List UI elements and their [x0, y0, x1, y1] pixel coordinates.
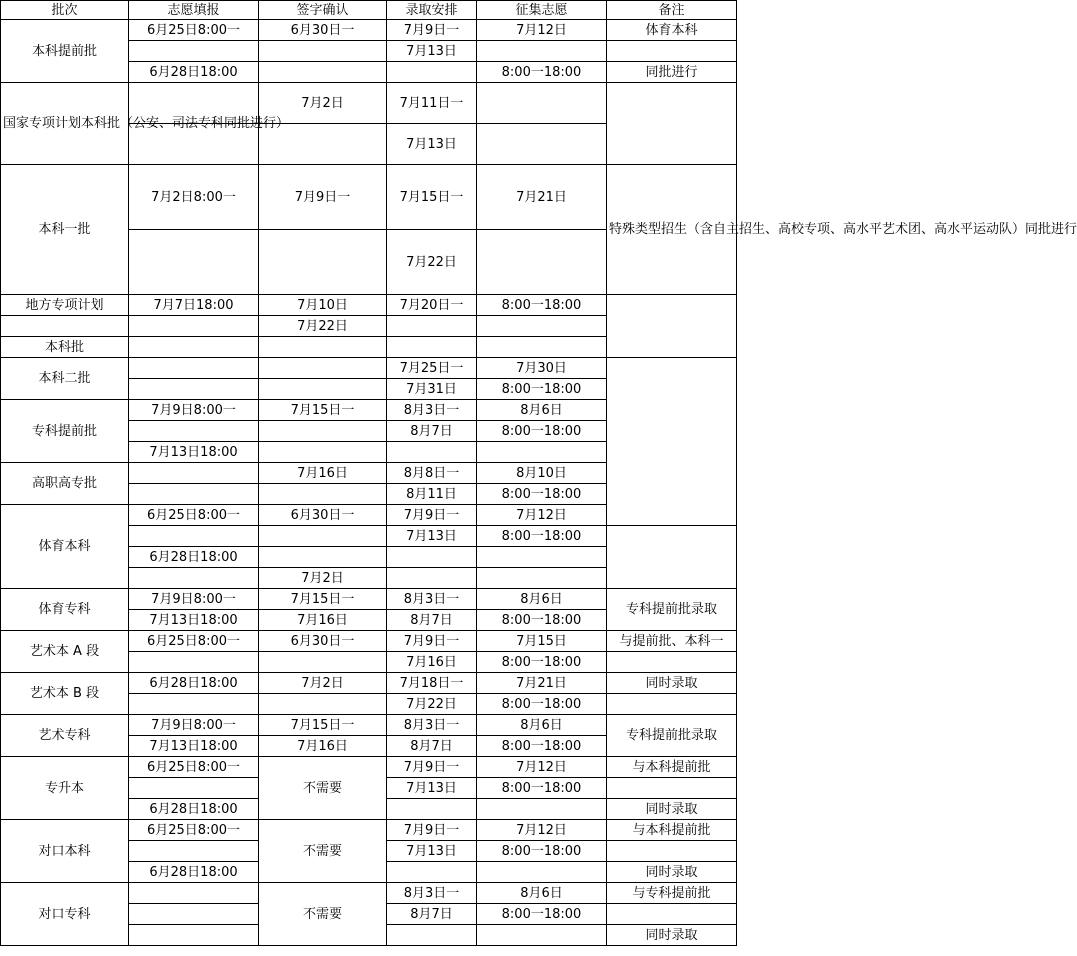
table-cell	[129, 379, 259, 400]
table-cell: 8:00一18:00	[477, 778, 607, 799]
table-cell: 7月2日	[259, 568, 387, 589]
table-cell: 8:00一18:00	[477, 736, 607, 757]
table-cell	[387, 442, 477, 463]
remarks-cell: 专科提前批录取	[607, 715, 737, 757]
remarks-cell: 同时录取	[607, 799, 737, 820]
table-cell: 7月13日18:00	[129, 610, 259, 631]
table-row	[1, 295, 737, 316]
table-cell: 8月6日	[477, 883, 607, 904]
table-cell: 7月12日	[477, 757, 607, 778]
table-row	[1, 165, 737, 230]
table-cell	[259, 526, 387, 547]
table-cell: 8:00一18:00	[477, 484, 607, 505]
table-cell	[387, 316, 477, 337]
table-row	[1, 631, 737, 652]
table-cell: 8:00一18:00	[477, 295, 607, 316]
table-cell	[259, 62, 387, 83]
table-cell: 7月13日18:00	[129, 736, 259, 757]
table-cell: 7月13日	[387, 841, 477, 862]
table-cell	[477, 862, 607, 883]
table-cell	[129, 463, 259, 484]
table-cell: 7月16日	[259, 463, 387, 484]
table-cell: 7月25日一	[387, 358, 477, 379]
table-cell: 7月13日	[387, 778, 477, 799]
table-row	[1, 883, 737, 904]
table-cell: 6月25日8:00一	[129, 631, 259, 652]
table-cell: 6月30日一	[259, 631, 387, 652]
table-cell: 7月2日	[259, 83, 387, 124]
table-cell	[259, 442, 387, 463]
table-cell: 体育本科	[607, 20, 737, 41]
table-cell	[477, 83, 607, 124]
table-cell: 8月7日	[387, 610, 477, 631]
remarks-cell: 与本科提前批	[607, 820, 737, 841]
remarks-cell: 同时录取	[607, 925, 737, 946]
table-cell: 8月10日	[477, 463, 607, 484]
table-cell: 8月3日一	[387, 883, 477, 904]
table-cell	[607, 694, 737, 715]
batch-label: 本科批	[1, 337, 129, 358]
batch-label: 本科提前批	[1, 20, 129, 83]
table-cell	[259, 379, 387, 400]
table-cell: 7月13日	[387, 41, 477, 62]
table-row	[1, 715, 737, 736]
table-cell	[129, 841, 259, 862]
table-cell: 7月16日	[259, 610, 387, 631]
batch-label: 对口本科	[1, 820, 129, 883]
table-cell: 8月3日一	[387, 400, 477, 421]
batch-label: 对口专科	[1, 883, 129, 946]
table-cell	[387, 862, 477, 883]
table-cell: 7月9日8:00一	[129, 400, 259, 421]
table-cell	[259, 41, 387, 62]
table-cell: 8月7日	[387, 421, 477, 442]
table-cell: 7月22日	[259, 316, 387, 337]
header-admission: 录取安排	[387, 1, 477, 20]
table-cell: 7月15日	[477, 631, 607, 652]
remarks-cell: 同时录取	[607, 673, 737, 694]
table-cell: 7月9日8:00一	[129, 589, 259, 610]
table-cell: 7月10日	[259, 295, 387, 316]
header-batch: 批次	[1, 1, 129, 20]
table-cell	[477, 568, 607, 589]
table-cell	[607, 295, 737, 358]
table-cell	[129, 421, 259, 442]
table-cell	[1, 316, 129, 337]
table-cell: 7月20日一	[387, 295, 477, 316]
table-cell	[129, 337, 259, 358]
table-cell: 6月28日18:00	[129, 862, 259, 883]
table-cell	[129, 358, 259, 379]
table-cell	[129, 41, 259, 62]
table-cell	[387, 62, 477, 83]
table-cell	[607, 904, 737, 925]
table-cell: 7月15日一	[387, 165, 477, 230]
table-cell	[477, 799, 607, 820]
table-cell: 6月25日8:00一	[129, 757, 259, 778]
remarks-special-admissions: 特殊类型招生（含自主招生、高校专项、高水平艺术团、高水平运动队）同批进行	[607, 165, 737, 295]
table-cell: 8月3日一	[387, 715, 477, 736]
table-cell: 6月30日一	[259, 20, 387, 41]
table-cell: 8:00一18:00	[477, 652, 607, 673]
table-cell	[607, 358, 737, 526]
header-row	[1, 1, 737, 20]
table-cell: 7月13日	[387, 526, 477, 547]
batch-label: 专科提前批	[1, 400, 129, 463]
header-application: 志愿填报	[129, 1, 259, 20]
table-cell: 7月13日18:00	[129, 442, 259, 463]
table-cell	[477, 124, 607, 165]
table-cell: 同批进行	[607, 62, 737, 83]
table-cell: 7月9日一	[387, 820, 477, 841]
batch-label: 本科一批	[1, 165, 129, 295]
table-cell: 8月6日	[477, 715, 607, 736]
table-cell: 7月12日	[477, 505, 607, 526]
table-cell: 6月28日18:00	[129, 62, 259, 83]
table-cell: 8:00一18:00	[477, 526, 607, 547]
table-cell	[129, 230, 259, 295]
table-cell: 8:00一18:00	[477, 694, 607, 715]
table-cell: 不需要	[259, 757, 387, 820]
table-row	[1, 673, 737, 694]
batch-label: 本科二批	[1, 358, 129, 400]
header-remarks: 备注	[607, 1, 737, 20]
table-cell: 7月2日8:00一	[129, 165, 259, 230]
table-cell	[259, 547, 387, 568]
table-cell	[129, 694, 259, 715]
table-cell: 8:00一18:00	[477, 610, 607, 631]
table-cell	[477, 230, 607, 295]
table-cell: 7月9日一	[387, 20, 477, 41]
table-row	[1, 589, 737, 610]
table-cell	[477, 337, 607, 358]
table-cell	[387, 925, 477, 946]
batch-label: 艺术专科	[1, 715, 129, 757]
table-cell: 7月16日	[259, 736, 387, 757]
table-cell: 7月7日18:00	[129, 295, 259, 316]
table-cell	[259, 230, 387, 295]
remarks-cell: 与专科提前批	[607, 883, 737, 904]
table-cell: 6月28日18:00	[129, 547, 259, 568]
table-cell	[259, 652, 387, 673]
batch-label: 艺术本 A 段	[1, 631, 129, 673]
table-cell: 8月8日一	[387, 463, 477, 484]
table-cell: 7月12日	[477, 20, 607, 41]
table-cell	[387, 547, 477, 568]
table-cell	[129, 925, 259, 946]
table-cell: 8月11日	[387, 484, 477, 505]
table-cell: 8:00一18:00	[477, 904, 607, 925]
batch-label: 地方专项计划	[1, 295, 129, 316]
table-cell	[129, 652, 259, 673]
table-row	[1, 83, 737, 124]
table-cell: 6月28日18:00	[129, 673, 259, 694]
table-cell	[129, 316, 259, 337]
table-cell	[607, 41, 737, 62]
table-cell: 6月25日8:00一	[129, 20, 259, 41]
batch-label: 体育专科	[1, 589, 129, 631]
header-signature: 签字确认	[259, 1, 387, 20]
table-cell: 7月21日	[477, 673, 607, 694]
table-cell: 6月30日一	[259, 505, 387, 526]
table-cell: 7月2日	[259, 673, 387, 694]
table-cell	[607, 778, 737, 799]
table-cell: 8:00一18:00	[477, 841, 607, 862]
table-cell	[387, 337, 477, 358]
table-cell: 7月9日一	[387, 505, 477, 526]
table-cell	[129, 904, 259, 925]
table-cell: 6月25日8:00一	[129, 820, 259, 841]
table-cell	[607, 652, 737, 673]
table-cell: 8月7日	[387, 904, 477, 925]
batch-label: 高职高专批	[1, 463, 129, 505]
table-cell: 7月9日一	[387, 631, 477, 652]
table-cell: 7月16日	[387, 652, 477, 673]
table-cell: 7月21日	[477, 165, 607, 230]
table-row	[1, 757, 737, 778]
batch-label: 艺术本 B 段	[1, 673, 129, 715]
remarks-cell: 专科提前批录取	[607, 589, 737, 631]
table-cell: 7月31日	[387, 379, 477, 400]
table-cell	[387, 799, 477, 820]
table-cell	[129, 526, 259, 547]
table-cell: 8:00一18:00	[477, 421, 607, 442]
table-cell: 7月9日8:00一	[129, 715, 259, 736]
table-row	[1, 20, 737, 41]
table-cell: 8:00一18:00	[477, 62, 607, 83]
table-cell: 8:00一18:00	[477, 379, 607, 400]
table-cell	[477, 316, 607, 337]
table-cell	[477, 442, 607, 463]
table-cell: 8月3日一	[387, 589, 477, 610]
table-cell: 8月7日	[387, 736, 477, 757]
table-cell: 7月22日	[387, 694, 477, 715]
table-cell	[259, 484, 387, 505]
table-cell: 6月25日8:00一	[129, 505, 259, 526]
table-cell	[259, 358, 387, 379]
table-cell	[129, 568, 259, 589]
table-cell	[607, 83, 737, 165]
table-cell: 不需要	[259, 883, 387, 946]
table-cell	[129, 778, 259, 799]
table-cell	[477, 41, 607, 62]
table-cell: 8月6日	[477, 589, 607, 610]
table-cell: 8月6日	[477, 400, 607, 421]
table-cell	[477, 925, 607, 946]
table-cell	[259, 337, 387, 358]
remarks-cell: 同时录取	[607, 862, 737, 883]
table-cell: 7月18日一	[387, 673, 477, 694]
table-row	[1, 820, 737, 841]
table-cell: 7月30日	[477, 358, 607, 379]
table-cell	[129, 484, 259, 505]
table-cell	[259, 694, 387, 715]
table-cell	[607, 841, 737, 862]
table-cell: 7月13日	[387, 124, 477, 165]
table-cell: 7月12日	[477, 820, 607, 841]
table-cell: 7月11日一	[387, 83, 477, 124]
batch-label: 国家专项计划本科批（公安、司法专科同批进行）	[1, 83, 129, 165]
header-solicitation: 征集志愿	[477, 1, 607, 20]
table-cell	[129, 883, 259, 904]
table-cell: 不需要	[259, 820, 387, 883]
table-cell: 7月15日一	[259, 589, 387, 610]
remarks-cell: 与本科提前批	[607, 757, 737, 778]
table-cell: 7月15日一	[259, 715, 387, 736]
table-cell	[477, 547, 607, 568]
remarks-cell: 与提前批、本科一	[607, 631, 737, 652]
batch-label: 专升本	[1, 757, 129, 820]
table-row	[1, 358, 737, 379]
table-cell: 7月9日一	[259, 165, 387, 230]
table-cell: 7月15日一	[259, 400, 387, 421]
batch-label: 体育本科	[1, 505, 129, 589]
table-cell	[259, 421, 387, 442]
table-cell: 6月28日18:00	[129, 799, 259, 820]
table-cell: 7月22日	[387, 230, 477, 295]
table-cell	[387, 568, 477, 589]
table-cell: 7月9日一	[387, 757, 477, 778]
